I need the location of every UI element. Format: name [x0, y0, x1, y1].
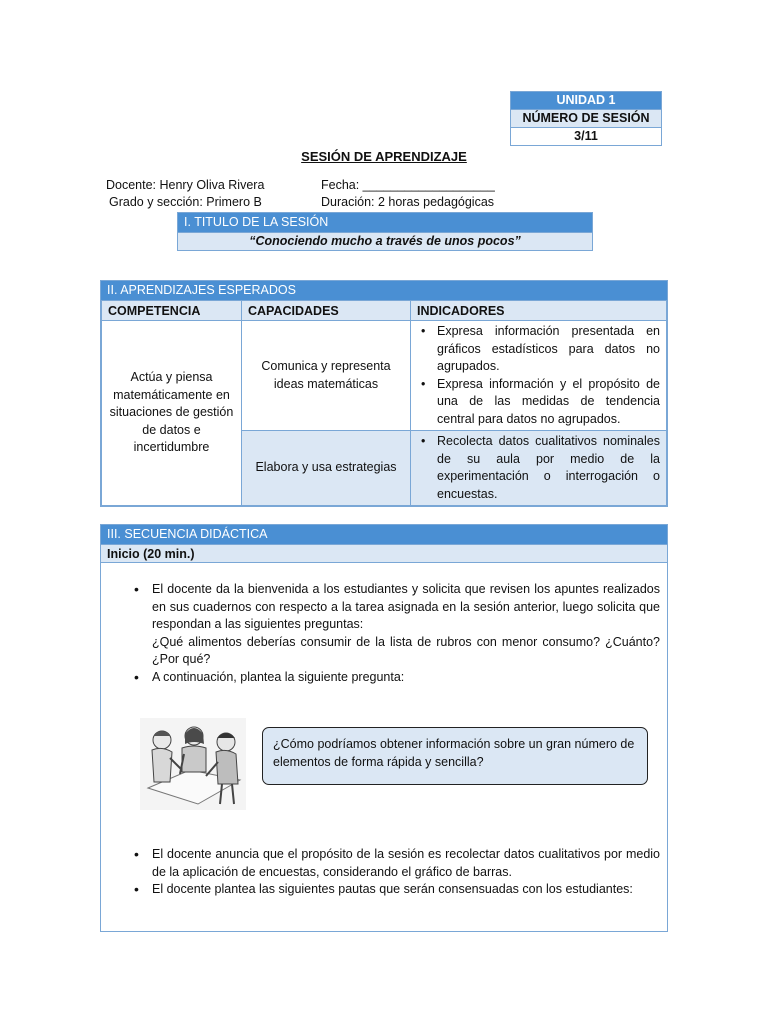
inline-question: ¿Qué alimentos deberías consumir de la lista de rubros con menor consumo? ¿Cuánto? ¿Por qué?: [152, 634, 660, 666]
indicator-item: • Expresa información presentada en gráficos estadísticos para datos no agrupados.: [417, 323, 660, 376]
section-heading: I. TITULO DE LA SESIÓN: [178, 213, 592, 232]
learning-table: [101, 300, 667, 506]
session-title: “Conociendo mucho a través de unos pocos”: [178, 232, 592, 250]
session-number-label: NÚMERO DE SESIÓN: [511, 110, 662, 128]
indicator-item: • Expresa información y el propósito de una de las medidas de tendencia central para datos no agrupados.: [417, 376, 660, 429]
bullet-item: • El docente plantea las siguientes pautas que serán consensuadas con los estudiantes:: [130, 881, 660, 899]
expected-learning-section: [100, 280, 668, 507]
children-illustration: [140, 718, 246, 810]
session-title-section: [177, 212, 593, 251]
capacity-cell: Elabora y usa estrategias: [242, 431, 411, 506]
teacher-name: Docente: Henry Oliva Rivera: [106, 178, 265, 192]
grade-section: Grado y sección: Primero B: [109, 195, 262, 209]
session-number-value: 3/11: [511, 128, 662, 146]
purpose-bullets: [130, 846, 660, 899]
bullet-item: • El docente da la bienvenida a los estudiantes y solicita que revisen los apuntes realizados en sus cuadernos con respecto a la tarea asignada en la sesión anterior, luego solicita que respondan a las siguientes preguntas: ¿Qué alimentos deberías consumir de la lista de rubros con menor consumo? ¿Cuánto? ¿Por qué?: [130, 581, 660, 669]
date-field: Fecha: ___________________: [321, 178, 495, 192]
column-header: COMPETENCIA: [102, 301, 242, 321]
unit-label: UNIDAD 1: [511, 92, 662, 110]
indicator-item: • Recolecta datos cualitativos nominales de su aula por medio de la experimentación o interrogación o encuestas.: [417, 433, 660, 503]
section-heading: II. APRENDIZAJES ESPERADOS: [101, 281, 667, 300]
start-bullets: [130, 581, 660, 686]
indicator-cell: [411, 431, 667, 506]
phase-subheading: Inicio (20 min.): [101, 544, 667, 563]
column-header: CAPACIDADES: [242, 301, 411, 321]
capacity-cell: Comunica y representa ideas matemáticas: [242, 321, 411, 431]
bullet-item: • El docente anuncia que el propósito de la sesión es recolectar datos cualitativos por medio de la aplicación de encuestas, considerando el gráfico de barras.: [130, 846, 660, 881]
unit-box: [510, 91, 662, 146]
document-title: SESIÓN DE APRENDIZAJE: [301, 149, 467, 164]
competence-cell: Actúa y piensa matemáticamente en situaciones de gestión de datos e incertidumbre: [102, 321, 242, 506]
bullet-item: • A continuación, plantea la siguiente pregunta:: [130, 669, 660, 687]
section-heading: III. SECUENCIA DIDÁCTICA: [101, 525, 667, 544]
column-header: INDICADORES: [411, 301, 667, 321]
duration: Duración: 2 horas pedagógicas: [321, 195, 495, 209]
indicator-cell: [411, 321, 667, 431]
key-question-box: ¿Cómo podríamos obtener información sobre un gran número de elementos de forma rápida y sencilla?: [262, 727, 648, 785]
